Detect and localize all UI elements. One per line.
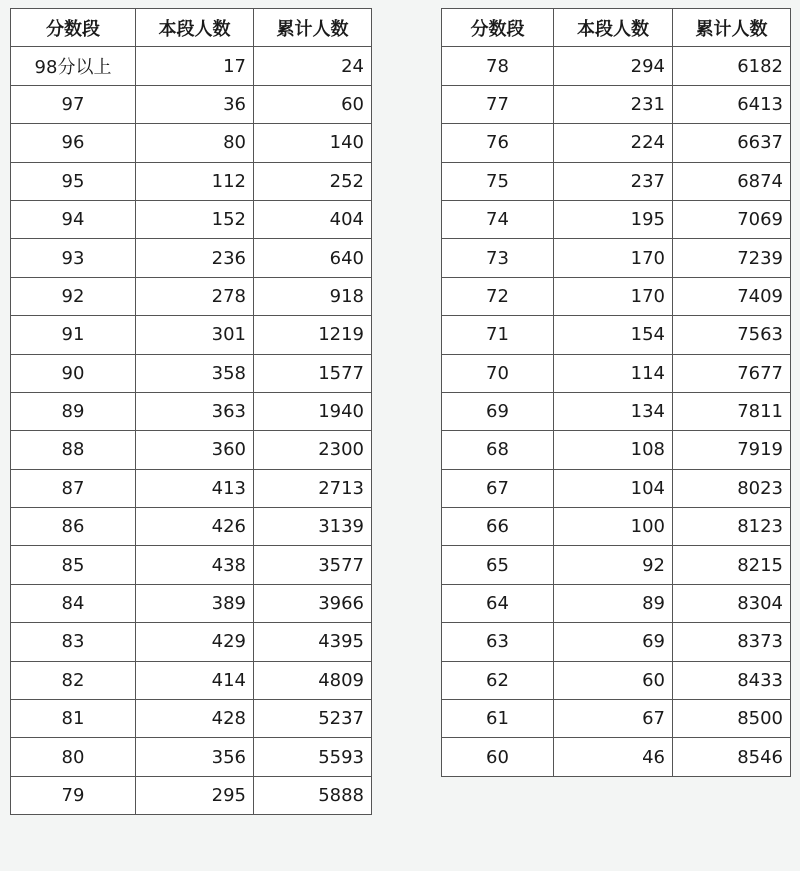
table-row: [442, 354, 791, 392]
cell-cumulative-count: 7919: [673, 431, 791, 469]
table-row: [442, 47, 791, 85]
cell-cumulative-count: 1940: [254, 392, 372, 430]
cell-cumulative-count: 8215: [673, 546, 791, 584]
cell-score-range: 77: [442, 85, 554, 123]
cell-cumulative-count: 7563: [673, 316, 791, 354]
table-row: [11, 469, 372, 507]
cell-segment-count: 356: [136, 738, 254, 776]
cell-cumulative-count: 7239: [673, 239, 791, 277]
cell-cumulative-count: 252: [254, 162, 372, 200]
cell-segment-count: 360: [136, 431, 254, 469]
cell-score-range: 86: [11, 508, 136, 546]
cell-segment-count: 294: [554, 47, 673, 85]
cell-score-range: 97: [11, 85, 136, 123]
header-cumulative-count: 累计人数: [673, 9, 791, 47]
cell-segment-count: 170: [554, 277, 673, 315]
cell-segment-count: 36: [136, 85, 254, 123]
cell-score-range: 85: [11, 546, 136, 584]
cell-segment-count: 134: [554, 392, 673, 430]
cell-cumulative-count: 140: [254, 124, 372, 162]
cell-segment-count: 358: [136, 354, 254, 392]
cell-score-range: 68: [442, 431, 554, 469]
table-row: [11, 623, 372, 661]
cell-score-range: 64: [442, 584, 554, 622]
cell-score-range: 94: [11, 200, 136, 238]
cell-segment-count: 428: [136, 700, 254, 738]
cell-score-range: 88: [11, 431, 136, 469]
cell-cumulative-count: 404: [254, 200, 372, 238]
cell-score-range: 67: [442, 469, 554, 507]
cell-cumulative-count: 6637: [673, 124, 791, 162]
cell-score-range: 61: [442, 700, 554, 738]
cell-score-range: 95: [11, 162, 136, 200]
table-row: [442, 700, 791, 738]
cell-score-range: 79: [11, 776, 136, 814]
table-row: [11, 776, 372, 814]
cell-score-range: 90: [11, 354, 136, 392]
table-row: [442, 508, 791, 546]
cell-score-range: 70: [442, 354, 554, 392]
cell-cumulative-count: 6182: [673, 47, 791, 85]
cell-score-range: 72: [442, 277, 554, 315]
cell-segment-count: 60: [554, 661, 673, 699]
table-row: [442, 546, 791, 584]
table-row: [11, 661, 372, 699]
table-row: [11, 546, 372, 584]
table-row: [11, 124, 372, 162]
cell-cumulative-count: 918: [254, 277, 372, 315]
cell-cumulative-count: 8304: [673, 584, 791, 622]
table-row: [442, 623, 791, 661]
cell-cumulative-count: 8500: [673, 700, 791, 738]
cell-segment-count: 112: [136, 162, 254, 200]
table-row: [11, 162, 372, 200]
cell-segment-count: 363: [136, 392, 254, 430]
cell-cumulative-count: 7677: [673, 354, 791, 392]
cell-cumulative-count: 3966: [254, 584, 372, 622]
table-row: [442, 584, 791, 622]
cell-score-range: 80: [11, 738, 136, 776]
cell-cumulative-count: 6874: [673, 162, 791, 200]
score-table-left: [10, 8, 372, 815]
cell-segment-count: 438: [136, 546, 254, 584]
cell-segment-count: 278: [136, 277, 254, 315]
cell-segment-count: 80: [136, 124, 254, 162]
cell-segment-count: 114: [554, 354, 673, 392]
table-row: [442, 392, 791, 430]
cell-score-range: 89: [11, 392, 136, 430]
header-score-range: 分数段: [442, 9, 554, 47]
cell-cumulative-count: 60: [254, 85, 372, 123]
cell-score-range: 69: [442, 392, 554, 430]
cell-segment-count: 170: [554, 239, 673, 277]
cell-cumulative-count: 3577: [254, 546, 372, 584]
table-row: [442, 124, 791, 162]
cell-cumulative-count: 8373: [673, 623, 791, 661]
cell-cumulative-count: 8123: [673, 508, 791, 546]
cell-segment-count: 295: [136, 776, 254, 814]
cell-segment-count: 429: [136, 623, 254, 661]
table-row: [11, 239, 372, 277]
table-row: [442, 738, 791, 776]
cell-cumulative-count: 5237: [254, 700, 372, 738]
cell-segment-count: 67: [554, 700, 673, 738]
table-row: [11, 354, 372, 392]
cell-score-range: 81: [11, 700, 136, 738]
score-table-right: [441, 8, 791, 777]
cell-cumulative-count: 24: [254, 47, 372, 85]
cell-cumulative-count: 4395: [254, 623, 372, 661]
table-row: [11, 47, 372, 85]
cell-cumulative-count: 7409: [673, 277, 791, 315]
cell-score-range: 91: [11, 316, 136, 354]
table-row: [11, 738, 372, 776]
cell-score-range: 63: [442, 623, 554, 661]
header-score-range: 分数段: [11, 9, 136, 47]
cell-score-range: 62: [442, 661, 554, 699]
table-row: [11, 700, 372, 738]
cell-score-range: 87: [11, 469, 136, 507]
table-row: [442, 469, 791, 507]
table-row: [442, 162, 791, 200]
table-row: [442, 277, 791, 315]
cell-segment-count: 237: [554, 162, 673, 200]
cell-score-range: 92: [11, 277, 136, 315]
cell-segment-count: 224: [554, 124, 673, 162]
cell-score-range: 96: [11, 124, 136, 162]
cell-cumulative-count: 8023: [673, 469, 791, 507]
cell-score-range: 60: [442, 738, 554, 776]
cell-segment-count: 108: [554, 431, 673, 469]
cell-score-range: 65: [442, 546, 554, 584]
cell-cumulative-count: 640: [254, 239, 372, 277]
cell-segment-count: 17: [136, 47, 254, 85]
table-row: [11, 392, 372, 430]
cell-segment-count: 231: [554, 85, 673, 123]
cell-score-range: 66: [442, 508, 554, 546]
cell-segment-count: 104: [554, 469, 673, 507]
cell-segment-count: 154: [554, 316, 673, 354]
cell-segment-count: 426: [136, 508, 254, 546]
cell-score-range: 83: [11, 623, 136, 661]
cell-segment-count: 195: [554, 200, 673, 238]
header-segment-count: 本段人数: [136, 9, 254, 47]
table-row: [442, 200, 791, 238]
cell-cumulative-count: 7069: [673, 200, 791, 238]
cell-cumulative-count: 5888: [254, 776, 372, 814]
cell-score-range: 76: [442, 124, 554, 162]
cell-cumulative-count: 7811: [673, 392, 791, 430]
cell-cumulative-count: 4809: [254, 661, 372, 699]
cell-score-range: 93: [11, 239, 136, 277]
table-row: [11, 85, 372, 123]
cell-score-range: 74: [442, 200, 554, 238]
table-row: [442, 316, 791, 354]
cell-score-range: 71: [442, 316, 554, 354]
cell-score-range: 78: [442, 47, 554, 85]
table-row: [442, 85, 791, 123]
cell-cumulative-count: 1219: [254, 316, 372, 354]
cell-score-range: 84: [11, 584, 136, 622]
cell-segment-count: 92: [554, 546, 673, 584]
table-header-row: [442, 9, 791, 47]
table-header-row: [11, 9, 372, 47]
table-row: [442, 661, 791, 699]
cell-segment-count: 414: [136, 661, 254, 699]
cell-cumulative-count: 8546: [673, 738, 791, 776]
cell-cumulative-count: 3139: [254, 508, 372, 546]
table-row: [11, 584, 372, 622]
header-cumulative-count: 累计人数: [254, 9, 372, 47]
cell-segment-count: 236: [136, 239, 254, 277]
cell-score-range: 82: [11, 661, 136, 699]
cell-cumulative-count: 8433: [673, 661, 791, 699]
table-row: [11, 508, 372, 546]
cell-segment-count: 413: [136, 469, 254, 507]
cell-segment-count: 100: [554, 508, 673, 546]
cell-cumulative-count: 2713: [254, 469, 372, 507]
table-row: [11, 277, 372, 315]
header-segment-count: 本段人数: [554, 9, 673, 47]
cell-score-range: 75: [442, 162, 554, 200]
cell-cumulative-count: 1577: [254, 354, 372, 392]
cell-segment-count: 301: [136, 316, 254, 354]
cell-cumulative-count: 5593: [254, 738, 372, 776]
cell-score-range: 73: [442, 239, 554, 277]
cell-segment-count: 69: [554, 623, 673, 661]
cell-segment-count: 46: [554, 738, 673, 776]
cell-segment-count: 389: [136, 584, 254, 622]
table-row: [442, 239, 791, 277]
cell-cumulative-count: 6413: [673, 85, 791, 123]
cell-segment-count: 152: [136, 200, 254, 238]
table-row: [11, 316, 372, 354]
cell-segment-count: 89: [554, 584, 673, 622]
table-row: [11, 431, 372, 469]
table-row: [442, 431, 791, 469]
cell-cumulative-count: 2300: [254, 431, 372, 469]
cell-score-range: 98分以上: [11, 47, 136, 85]
table-row: [11, 200, 372, 238]
